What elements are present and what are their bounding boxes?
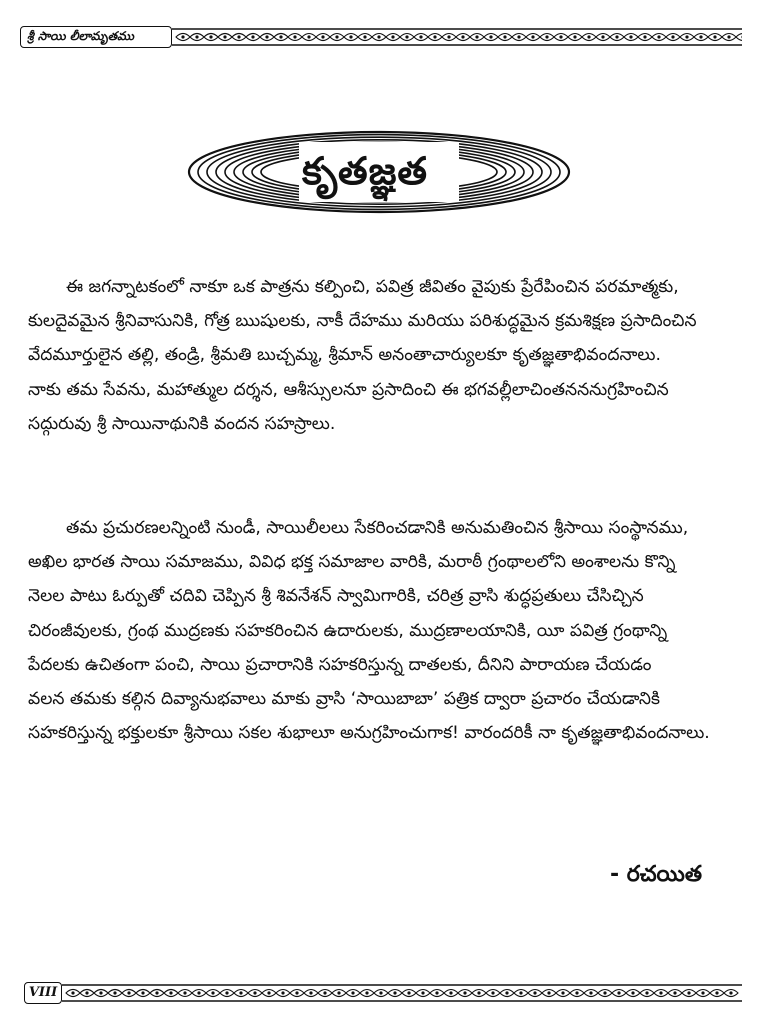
author-signature: - రచయిత (610, 862, 702, 887)
text-line: కులదైవమైన శ్రీనివాసునికి, గోత్ర ఋషులకు, నాకీ దేహము మరియు పరిశుద్ధమైన క్రమశిక్షణ ప్రసాదించిన (28, 311, 697, 332)
page-footer (24, 982, 742, 1004)
running-title: శ్రీ సాయి లీలామృతము (20, 26, 172, 48)
page-header (20, 26, 742, 48)
text-line: వలన తమకు కల్గిన దివ్యానుభవాలు మాకు వ్రాసి ‘సాయిబాబా’ పత్రిక ద్వారా ప్రచారం చేయడానికి (28, 689, 660, 710)
text-line: సహకరిస్తున్న భక్తులకూ శ్రీసాయి సకల శుభాలూ అనుగ్రహించుగాక! వారందరికీ నా కృతజ్ఞతాభివందనాలు. (28, 723, 710, 744)
text-line: నాకు తమ సేవను, మహాత్ముల దర్శన, ఆశీస్సులనూ ప్రసాదించి ఈ భగవల్లీలాచింతనననుగ్రహించిన (28, 379, 669, 400)
text-line: తమ ప్రచురణలన్నింటి నుండీ, సాయిలీలలు సేకరించడానికి అనుమతించిన శ్రీసాయి సంస్థానము, (66, 518, 689, 538)
paragraph-gratitude-2 (28, 511, 734, 750)
text-line: నెలల పాటు ఓర్పుతో చదివి చెప్పిన శ్రీ శివనేశన్ స్వామిగారికి, చరిత్ర వ్రాసి శుద్ధప్రతులు చేసిచ్చిన (28, 586, 644, 607)
text-line: ఈ జగన్నాటకంలో నాకూ ఒక పాత్రను కల్పించి, పవిత్ర జీవితం వైపుకు ప్రేరేపించిన పరమాత్మకు, (66, 277, 679, 297)
text-line: చిరంజీవులకు, గ్రంథ ముద్రణకు సహకరించిన ఉదారులకు, ముద్రణాలయానికి, యీ పవిత్ర గ్రంథాన్ని (28, 620, 668, 641)
text-line: అఖిల భారత సాయి సమాజము, వివిధ భక్త సమాజాల వారికి, మరాఠీ గ్రంథాలలోని అంశాలను కొన్ని (28, 552, 676, 573)
text-line: వేదమూర్తులైన తల్లి, తండ్రి, శ్రీమతి బుచ్చమ్మ, శ్రీమాన్ అనంతాచార్యులకూ కృతజ్ఞతాభివందనాలు. (28, 345, 661, 366)
page-number: VIII (24, 982, 62, 1004)
chapter-title: కృతజ్ఞత (302, 149, 428, 193)
header-ornament-border (172, 26, 742, 48)
paragraph-gratitude-1 (28, 270, 734, 441)
footer-ornament-border (62, 982, 742, 1004)
text-line: సద్గురువు శ్రీ సాయినాథునికి వందన సహస్రాలు. (28, 413, 336, 434)
text-line: పేదలకు ఉచితంగా పంచి, సాయి ప్రచారానికి సహకరిస్తున్న దాతలకు, దీనిని పారాయణ చేయడం (28, 654, 652, 675)
